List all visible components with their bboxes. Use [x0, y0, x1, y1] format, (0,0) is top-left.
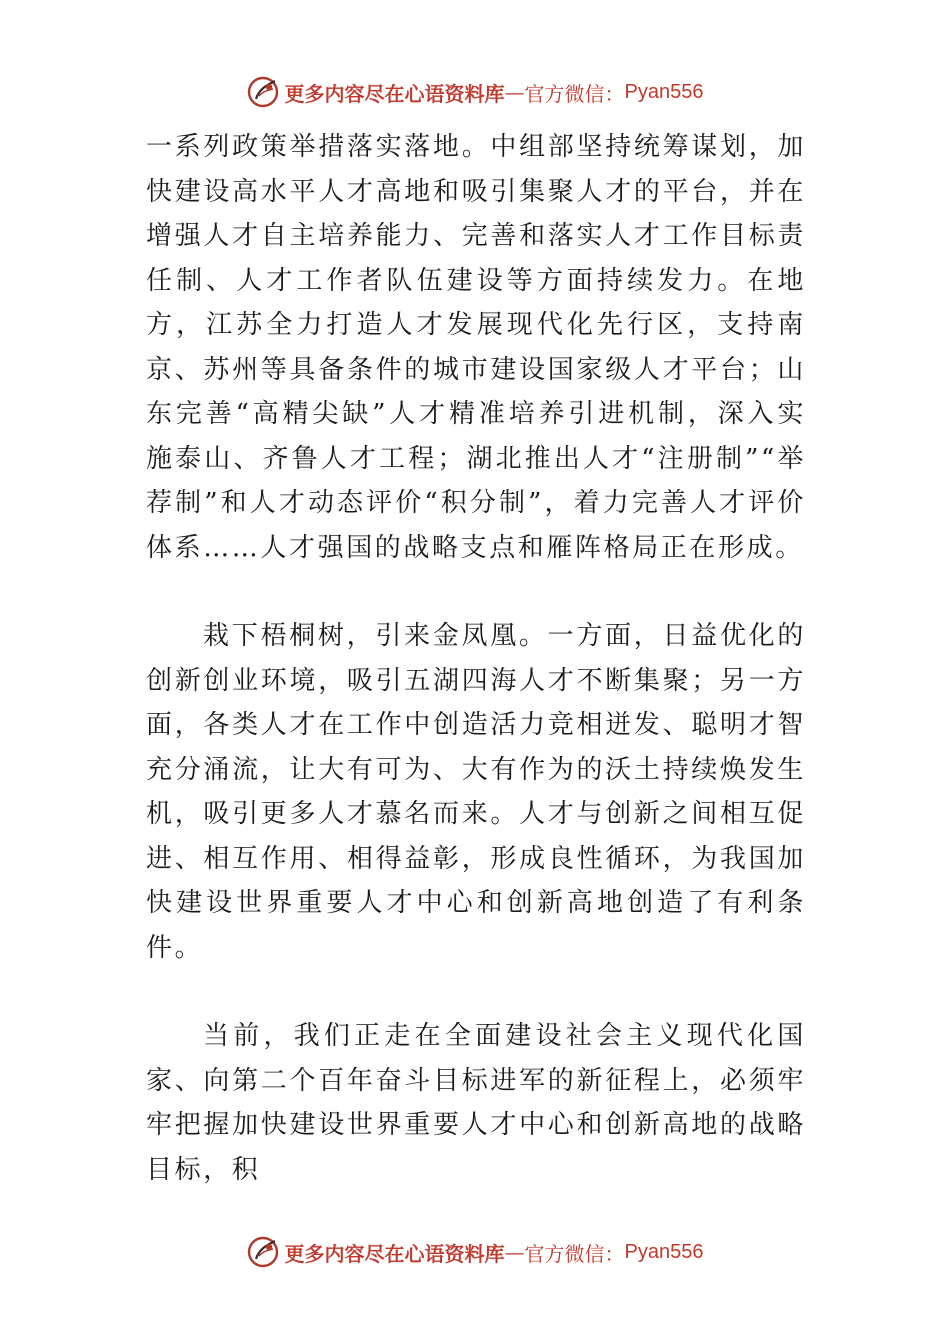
paragraph-3: 当前，我们正走在全面建设社会主义现代化国家、向第二个百年奋斗目标进军的新征程上，必须牢牢把握加快建设世界重要人才中心和创新高地的战略目标，积: [146, 1021, 806, 1185]
paragraph-gap: [146, 570, 806, 614]
footer-banner: [0, 1230, 950, 1274]
paragraph-gap: [146, 970, 806, 1014]
rose-logo-icon: [247, 75, 281, 109]
paragraph-2: 栽下梧桐树，引来金凤凰。一方面，日益优化的创新创业环境，吸引五湖四海人才不断集聚；另一方面，各类人才在工作中创造活力竞相迸发、聪明才智充分涌流，让大有可为、大有作为的沃土持续焕发生机，吸引更多人才慕名而来。人才与创新之间相互促进、相互作用、相得益彰，形成良性循环，为我国加快建设世界重要人才中心和创新高地创造了有利条件。: [146, 621, 806, 963]
banner-wechat-account: Pyan556: [624, 1240, 704, 1263]
banner-separator: —: [504, 80, 525, 104]
banner-wechat-label: 官方微信：: [524, 81, 625, 106]
header-banner: [0, 70, 950, 114]
banner-title: 更多内容尽在心语资料库: [284, 81, 505, 106]
banner-wechat-account: Pyan556: [624, 80, 704, 103]
banner-wechat-label: 官方微信：: [524, 1241, 625, 1266]
rose-logo-icon: [247, 1235, 281, 1269]
paragraph-1: 一系列政策举措落实落地。中组部坚持统筹谋划，加快建设高水平人才高地和吸引集聚人才的平台，并在增强人才自主培养能力、完善和落实人才工作目标责任制、人才工作者队伍建设等方面持续发力。在地方，江苏全力打造人才发展现代化先行区，支持南京、苏州等具备条件的城市建设国家级人才平台；山东完善“高精尖缺”人才精准培养引进机制，深入实施泰山、齐鲁人才工程；湖北推出人才“注册制”“举荐制”和人才动态评价“积分制”，着力完善人才评价体系……人才强国的战略支点和雁阵格局正在形成。: [146, 132, 806, 563]
banner-title: 更多内容尽在心语资料库: [284, 1241, 505, 1266]
banner-separator: —: [504, 1240, 525, 1264]
document-body: [146, 125, 806, 1192]
